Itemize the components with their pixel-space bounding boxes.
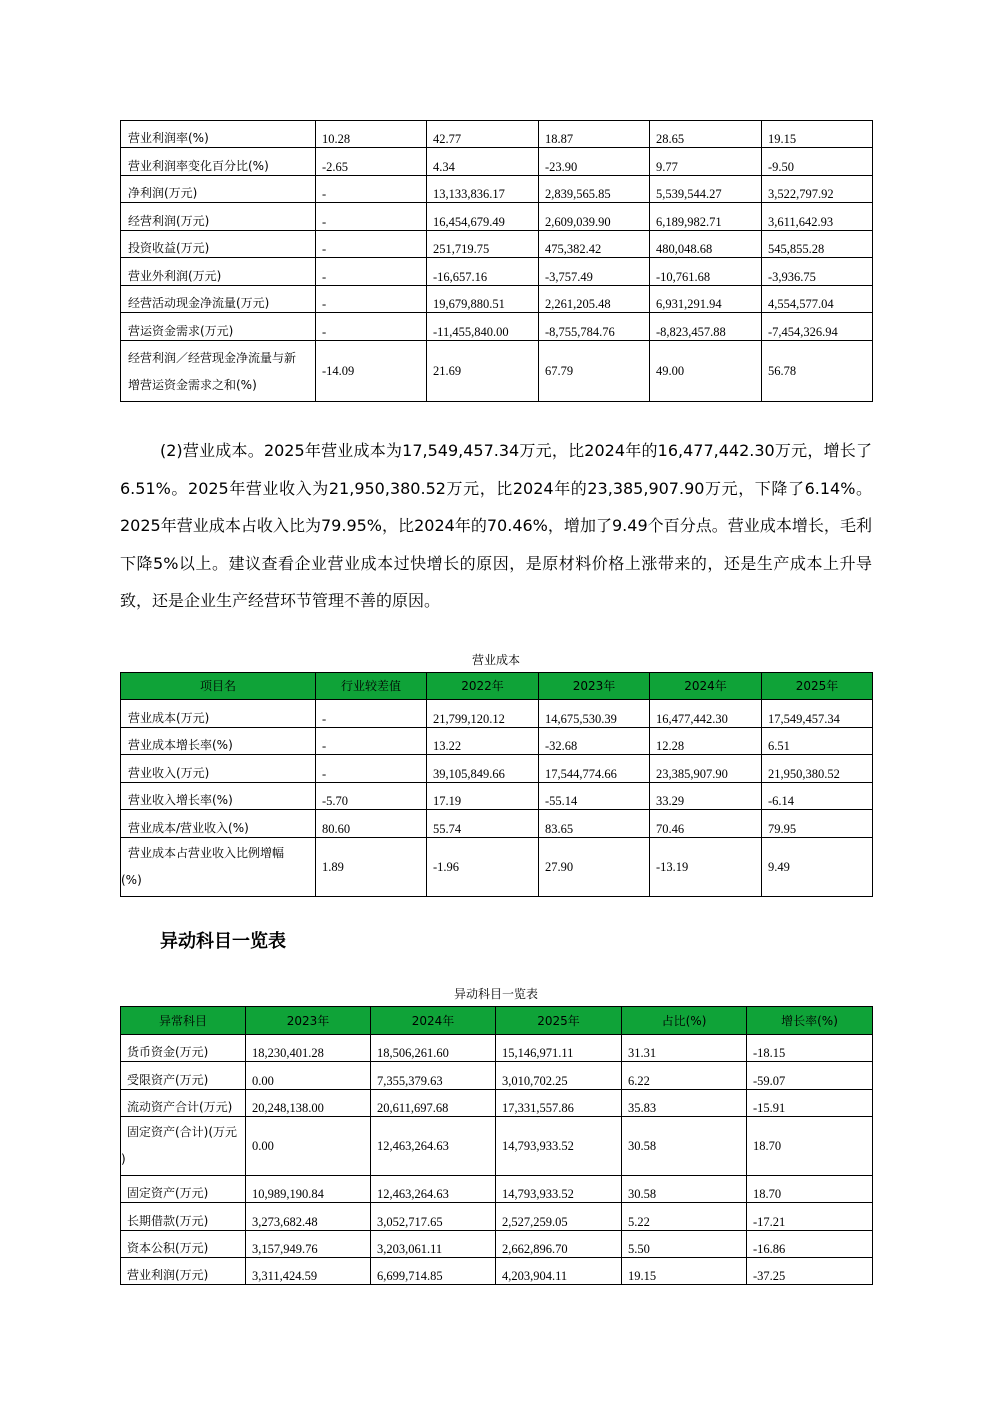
table-cell: -13.19 (650, 838, 762, 897)
table-cell: 19,679,880.51 (427, 286, 539, 313)
table-cell: 3,157,949.76 (246, 1231, 371, 1258)
table-row (121, 1258, 873, 1285)
column-header: 2025年 (496, 1007, 622, 1035)
table-cell: 13.22 (427, 728, 539, 755)
table-cell: 3,311,424.59 (246, 1258, 371, 1285)
row-label: 受限资产(万元) (121, 1062, 246, 1090)
table-cell: 17.19 (427, 783, 539, 810)
row-label: 营运资金需求(万元) (121, 313, 316, 341)
table-cell: 480,048.68 (650, 231, 762, 258)
table-row (121, 1176, 873, 1203)
table-row (121, 258, 873, 286)
row-label: 营业成本/营业收入(%) (121, 810, 316, 838)
table-cell: 21.69 (427, 341, 539, 402)
table-cell: 6,189,982.71 (650, 203, 762, 231)
table-cell: - (316, 313, 427, 341)
table-cell: 67.79 (539, 341, 650, 402)
body-paragraph (120, 432, 872, 620)
table-cell: 6,931,291.94 (650, 286, 762, 313)
column-header: 2024年 (650, 673, 762, 700)
table-caption: 营业成本 (471, 653, 520, 667)
column-header: 2024年 (371, 1007, 496, 1035)
table-row (121, 176, 873, 203)
table-cell: - (316, 286, 427, 313)
table-row (121, 1203, 873, 1231)
row-label-line: 固定资产(合计)(万元 (127, 1125, 238, 1139)
table-cell: -18.15 (747, 1035, 873, 1062)
table-cell: 49.00 (650, 341, 762, 402)
table-cell: 3,010,702.25 (496, 1062, 622, 1090)
table-cell: 16,477,442.30 (650, 700, 762, 728)
table-cell: - (316, 231, 427, 258)
table-cell: 5,539,544.27 (650, 176, 762, 203)
table-cell: -6.14 (762, 783, 873, 810)
table-row (121, 1062, 873, 1090)
table-cell: 17,544,774.66 (539, 755, 650, 783)
row-label-line: 增营运资金需求之和(%) (128, 378, 257, 392)
table-cell: 20,248,138.00 (246, 1090, 371, 1117)
row-label: 营业利润率(%) (121, 121, 316, 148)
row-label: 营业外利润(万元) (121, 258, 316, 286)
table-cell: 6.22 (622, 1062, 747, 1090)
column-header: 2023年 (246, 1007, 371, 1035)
table-cell: -32.68 (539, 728, 650, 755)
row-label: 营业成本增长率(%) (121, 728, 316, 755)
table-cell: 3,052,717.65 (371, 1203, 496, 1231)
table-header-row (121, 673, 873, 700)
row-label-line: (%) (121, 873, 142, 887)
table-cell: 2,839,565.85 (539, 176, 650, 203)
row-label-line: 经营利润／经营现金净流量与新 (128, 351, 297, 365)
table-caption: 异动科目一览表 (453, 987, 538, 1001)
column-header: 行业较差值 (316, 673, 427, 700)
table-cell: 4,554,577.04 (762, 286, 873, 313)
table-cell: 27.90 (539, 838, 650, 897)
row-label: 营业成本(万元) (121, 700, 316, 728)
table-cell: 18.87 (539, 121, 650, 148)
table-cell: 1.89 (316, 838, 427, 897)
table-cell: - (316, 700, 427, 728)
table-cell: 18,506,261.60 (371, 1035, 496, 1062)
column-header: 2025年 (762, 673, 873, 700)
table-cell: -15.91 (747, 1090, 873, 1117)
table-cell: 5.50 (622, 1231, 747, 1258)
table-cell: 9.49 (762, 838, 873, 897)
column-header: 增长率(%) (747, 1007, 873, 1035)
table-cell: 10.28 (316, 121, 427, 148)
table-cell: -37.25 (747, 1258, 873, 1285)
table-cell: -16,657.16 (427, 258, 539, 286)
table-cell: 39,105,849.66 (427, 755, 539, 783)
table-cell: 21,799,120.12 (427, 700, 539, 728)
table-header-row (121, 1007, 873, 1035)
table-cell: -17.21 (747, 1203, 873, 1231)
table-cell: 3,611,642.93 (762, 203, 873, 231)
table-cell: 2,527,259.05 (496, 1203, 622, 1231)
row-label: 营业收入(万元) (121, 755, 316, 783)
table-cell: 0.00 (246, 1062, 371, 1090)
table-row (121, 341, 873, 402)
table-cell: 42.77 (427, 121, 539, 148)
table-cell: 3,522,797.92 (762, 176, 873, 203)
table-cell: 19.15 (622, 1258, 747, 1285)
row-label-line: 营业成本占营业收入比例增幅 (128, 846, 285, 860)
table-cell: -11,455,840.00 (427, 313, 539, 341)
table-cell: 13,133,836.17 (427, 176, 539, 203)
table-cell: -5.70 (316, 783, 427, 810)
table-cell: -23.90 (539, 148, 650, 176)
table-row (121, 783, 873, 810)
table-cell: 4,203,904.11 (496, 1258, 622, 1285)
table-cell: 3,273,682.48 (246, 1203, 371, 1231)
table-row (121, 286, 873, 313)
row-label: 经营活动现金净流量(万元) (121, 286, 316, 313)
table-cell: 14,793,933.52 (496, 1176, 622, 1203)
table-cell: -8,823,457.88 (650, 313, 762, 341)
table-cell: 12,463,264.63 (371, 1176, 496, 1203)
row-label: 营业利润率变化百分比(%) (121, 148, 316, 176)
table-cell: 2,662,896.70 (496, 1231, 622, 1258)
table-cell: 33.29 (650, 783, 762, 810)
table-cell: 6,699,714.85 (371, 1258, 496, 1285)
table-cell: 23,385,907.90 (650, 755, 762, 783)
table-cell: 30.58 (622, 1117, 747, 1176)
table-row (121, 1231, 873, 1258)
row-label (121, 838, 316, 897)
table-cell: 20,611,697.68 (371, 1090, 496, 1117)
row-label: 资本公积(万元) (121, 1231, 246, 1258)
table-row (121, 313, 873, 341)
table-cell: -7,454,326.94 (762, 313, 873, 341)
row-label: 投资收益(万元) (121, 231, 316, 258)
table-cell: 10,989,190.84 (246, 1176, 371, 1203)
table-cell: -2.65 (316, 148, 427, 176)
table-cell: -9.50 (762, 148, 873, 176)
table-cell: 79.95 (762, 810, 873, 838)
table-cell: -3,757.49 (539, 258, 650, 286)
row-label-line: ) (121, 1152, 126, 1166)
table-cell: 475,382.42 (539, 231, 650, 258)
profit-table (120, 120, 873, 402)
table-cell: -14.09 (316, 341, 427, 402)
table-cell: -3,936.75 (762, 258, 873, 286)
table-cell: 18.70 (747, 1176, 873, 1203)
table-cell: 35.83 (622, 1090, 747, 1117)
table-cell: 83.65 (539, 810, 650, 838)
table-cell: - (316, 755, 427, 783)
table-cell: 545,855.28 (762, 231, 873, 258)
table-cell: 251,719.75 (427, 231, 539, 258)
operating-cost-table (120, 672, 873, 897)
table-cell: 17,331,557.86 (496, 1090, 622, 1117)
row-label: 净利润(万元) (121, 176, 316, 203)
table-cell: 5.22 (622, 1203, 747, 1231)
row-label (121, 1117, 246, 1176)
table-cell: 0.00 (246, 1117, 371, 1176)
table-row (121, 1090, 873, 1117)
row-label: 流动资产合计(万元) (121, 1090, 246, 1117)
row-label (121, 341, 316, 402)
row-label: 长期借款(万元) (121, 1203, 246, 1231)
table-row (121, 231, 873, 258)
table-row (121, 755, 873, 783)
table-cell: 2,261,205.48 (539, 286, 650, 313)
table-cell: 12.28 (650, 728, 762, 755)
table-cell: 70.46 (650, 810, 762, 838)
column-header: 异常科目 (121, 1007, 246, 1035)
paragraph-text: (2)营业成本。2025年营业成本为17,549,457.34万元，比2024年的16,477,442.30万元，增长了6.51%。2025年营业收入为21,950,380.52万元，比2024年的23,385,907.90万元，下降了6.14%。2025年营业成本占收入比为79.95%，比2024年的70.46%，增加了9.49个百分点。营业成本增长，毛利下降5%以上。建议查看企业营业成本过快增长的原因，是原材料价格上涨带来的，还是生产成本上升导致，还是企业生产经营环节管理不善的原因。 (120, 441, 872, 610)
table-cell: 16,454,679.49 (427, 203, 539, 231)
table-cell: 4.34 (427, 148, 539, 176)
column-header: 2023年 (539, 673, 650, 700)
table-cell: -1.96 (427, 838, 539, 897)
section-heading: 异动科目一览表 (160, 931, 286, 952)
table-cell: 19.15 (762, 121, 873, 148)
table-row (121, 810, 873, 838)
table-cell: 14,793,933.52 (496, 1117, 622, 1176)
table-cell: -55.14 (539, 783, 650, 810)
table-cell: - (316, 203, 427, 231)
row-label: 营业利润(万元) (121, 1258, 246, 1285)
table-cell: - (316, 176, 427, 203)
row-label: 固定资产(万元) (121, 1176, 246, 1203)
table-cell: -8,755,784.76 (539, 313, 650, 341)
table-cell: 14,675,530.39 (539, 700, 650, 728)
table-row (121, 203, 873, 231)
table-cell: 21,950,380.52 (762, 755, 873, 783)
table-row (121, 1117, 873, 1176)
table-row (121, 121, 873, 148)
table-row (121, 1035, 873, 1062)
table-cell: 7,355,379.63 (371, 1062, 496, 1090)
table-row (121, 700, 873, 728)
table-row (121, 838, 873, 897)
table-cell: 18,230,401.28 (246, 1035, 371, 1062)
table-row (121, 728, 873, 755)
table-row (121, 148, 873, 176)
table-cell: 3,203,061.11 (371, 1231, 496, 1258)
table-cell: 12,463,264.63 (371, 1117, 496, 1176)
table-cell: 55.74 (427, 810, 539, 838)
column-header: 2022年 (427, 673, 539, 700)
row-label: 货币资金(万元) (121, 1035, 246, 1062)
table-cell: - (316, 258, 427, 286)
table-cell: 30.58 (622, 1176, 747, 1203)
table-cell: 17,549,457.34 (762, 700, 873, 728)
column-header: 项目名 (121, 673, 316, 700)
abnormal-items-table (120, 1006, 873, 1285)
table-cell: 18.70 (747, 1117, 873, 1176)
row-label: 经营利润(万元) (121, 203, 316, 231)
table-cell: -10,761.68 (650, 258, 762, 286)
table-cell: 15,146,971.11 (496, 1035, 622, 1062)
table-cell: -59.07 (747, 1062, 873, 1090)
table-cell: 80.60 (316, 810, 427, 838)
table-cell: 56.78 (762, 341, 873, 402)
table-cell: 31.31 (622, 1035, 747, 1062)
column-header: 占比(%) (622, 1007, 747, 1035)
table-cell: 2,609,039.90 (539, 203, 650, 231)
table-cell: 6.51 (762, 728, 873, 755)
table-cell: 28.65 (650, 121, 762, 148)
table-cell: -16.86 (747, 1231, 873, 1258)
row-label: 营业收入增长率(%) (121, 783, 316, 810)
table-cell: - (316, 728, 427, 755)
table-cell: 9.77 (650, 148, 762, 176)
